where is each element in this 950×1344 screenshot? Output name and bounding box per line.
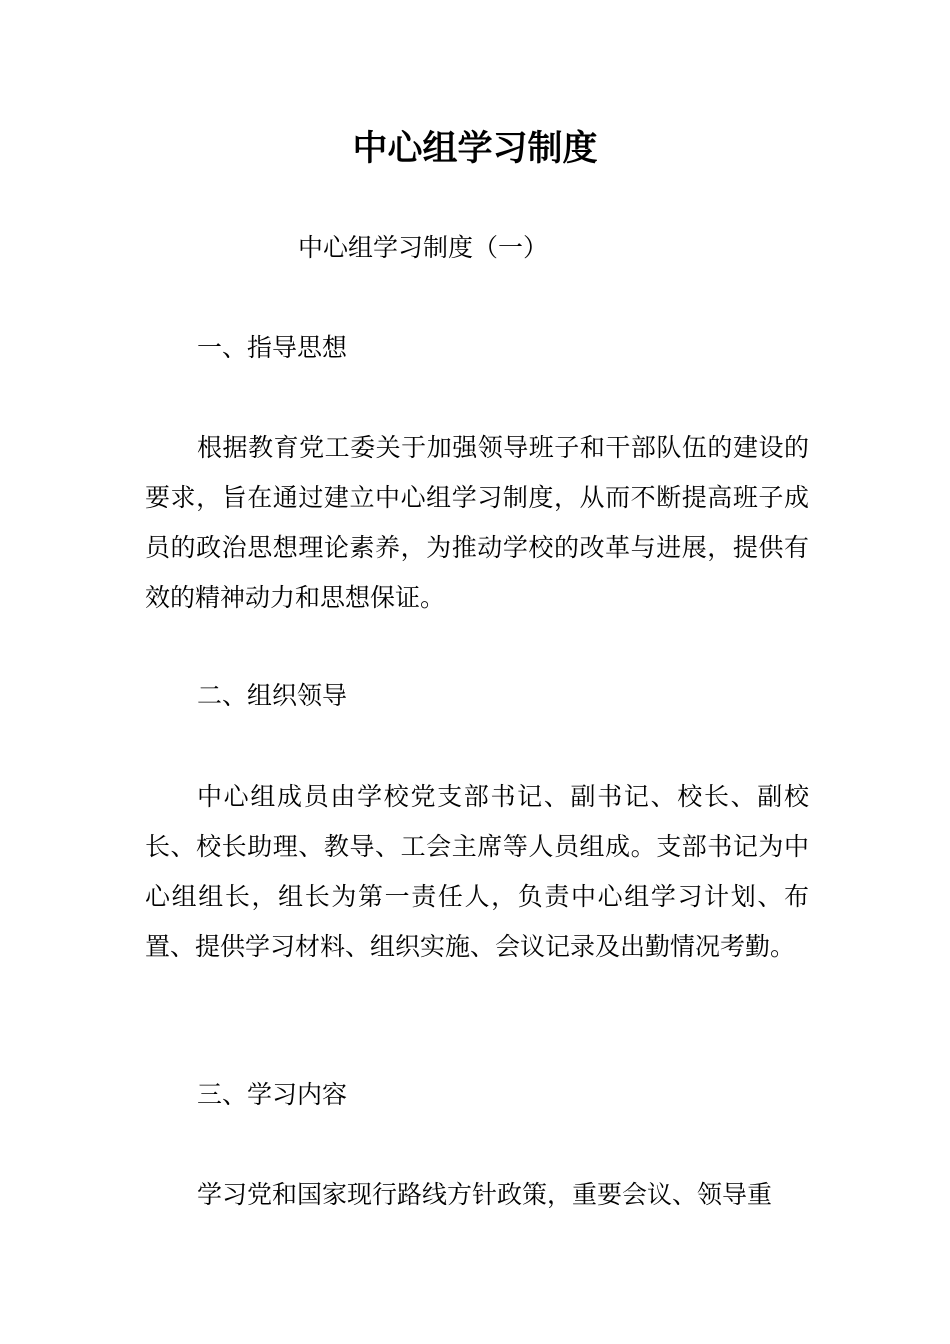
section-paragraph-organization: 中心组成员由学校党支部书记、副书记、校长、副校长、校长助理、教导、工会主席等人员组成。支部书记为中心组组长，组长为第一责任人，负责中心组学习计划、布置、提供学习材料、组织实施、会议记录及出勤情况考勤。 bbox=[145, 782, 809, 961]
document-subtitle: 中心组学习制度（一） bbox=[298, 233, 549, 262]
section-paragraph-guiding-ideology: 根据教育党工委关于加强领导班子和干部队伍的建设的要求，旨在通过建立中心组学习制度，从而不断提高班子成员的政治思想理论素养，为推动学校的改革与进展，提供有效的精神动力和思想保证。 bbox=[145, 433, 809, 612]
section-heading-guiding-ideology: 一、指导思想 bbox=[197, 333, 348, 362]
section-heading-organization: 二、组织领导 bbox=[197, 681, 348, 710]
section-paragraph-study-content: 学习党和国家现行路线方针政策，重要会议、领导重 bbox=[197, 1180, 773, 1209]
section-heading-study-content: 三、学习内容 bbox=[197, 1080, 348, 1109]
document-title: 中心组学习制度 bbox=[352, 129, 598, 169]
